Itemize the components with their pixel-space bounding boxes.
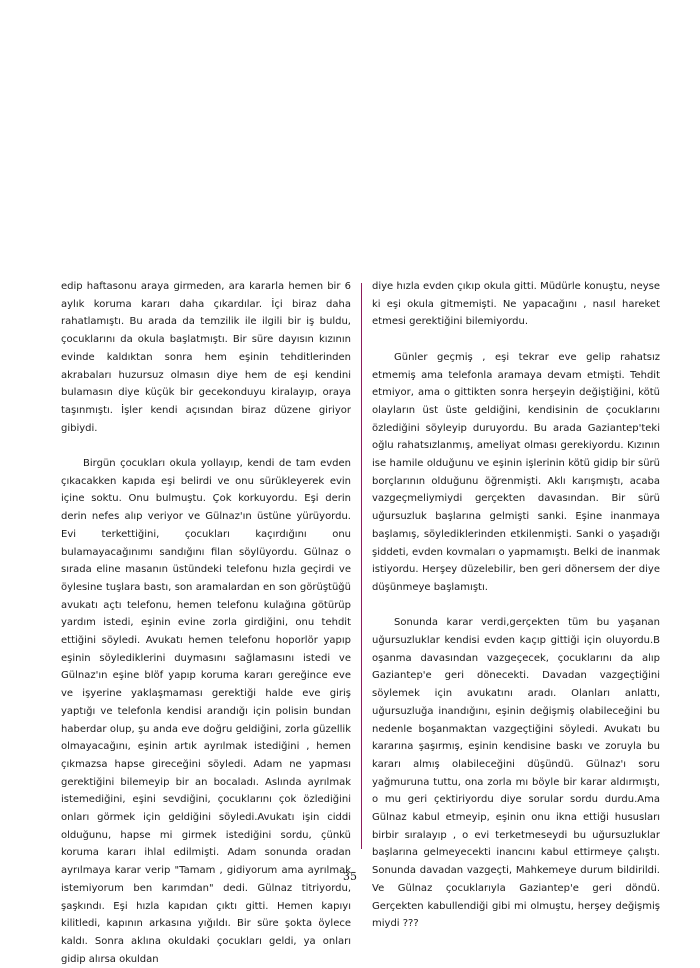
paragraph: Birgün çocukları okula yollayıp, kendi de tam evden çıkacakken kapıda eşi belirdi ve onu sürükleyerek evin içine soktu. Onu bulmuştu. Çok korkuyordu. Eşi derin derin nefes alıp veriyor ve Gülnaz'ın üstüne yürüyordu. Evi terkettiğini, çocukları kaçırdığını onu bulamayacağınımı sandığını filan söylüyordu. Gülnaz o sırada eline masanın üstündeki telefonu hızla geçirdi ve öylesine tuşlara bastı, son aramalardan en son görüştüğü avukatı açtı telefonu, hemen telefonu kulağına götürüp yardım istedi, eşinin evine zorla girdiğini, onu tehdit ettiğini söyledi. Avukatı hemen telefonu hoporlör yapıp eşinin söylediklerini duymasını sağlamasını istedi ve Gülnaz'ın eşine blöf yapıp koruma kararı gereğince eve ve işyerine yaklaşmaması gerektiği halde eve giriş yaptığı ve telefonla kendisi arandığı için polisin bundan haberdar olup, şu anda eve doğru geldiğini, zorla güzellik olmayacağını, eşinin artık ayrılmak istediğini , hemen çıkmazsa hapse gireceğini söyledi. Adam ne yapması gerektiğini bilemeyip bir an bocaladı. Aslında ayrılmak istemediğini, eşini sevdiğini, çocuklarını çok özlediğini onları görmek için geldiğini söyledi.Avukatı işin ciddi olduğunu, hapse mi girmek istediğini sordu, çünkü koruma kararı ihlal edilmişti. Adam sonunda oradan ayrılmaya karar verip "Tamam , gidiyorum ama ayrılmak istemiyorum ben karımdan" dedi. Gülnaz titriyordu, şaşkındı. Eşi hızla kapıdan çıktı gitti. Hemen kapıyı kilitledi, kapının arkasına yığıldı. Bir süre şokta öylece kaldı. Sonra aklına okuldaki çocukları geldi, ya onları gidip alırsa okuldan: [61, 458, 351, 965]
left-column: [61, 278, 351, 968]
column-divider: [361, 283, 362, 849]
paragraph: diye hızla evden çıkıp okula gitti. Müdürle konuştu, neyse ki eşi okula gitmemişti. Ne yapacağını , nasıl hareket etmesi gerektiğini bilemiyordu.: [372, 281, 660, 328]
page-number: 35: [343, 870, 357, 883]
right-column: [372, 278, 660, 933]
paragraph: Sonunda karar verdi,gerçekten tüm bu yaşanan uğursuzluklar kendisi evden kaçıp gittiği için oluyordu.B oşanma davasından vazgeçecek, çocuklarını da alıp Gaziantep'e geri dönecekti. Davadan vazgeçtiğini söylemek için avukatını aradı. Olanları anlattı, uğursuzluğa inandığını, eşinin değişmiş olabileceğini bu nedenle boşanmaktan vazgeçtiğini söyledi. Avukatı bu kararına şaşırmış, eşinin kendisine baskı ve zoruyla bu kararı almış olabileceğini düşündü. Gülnaz'ı soru yağmuruna tuttu, ona zorla mı böyle bir karar aldırmıştı, o mu geri çektiriyordu diye sorular sordu durdu.Ama Gülnaz kabul etmeyip, eşinin onu ikna ettiği hususları birbir sıralayıp , o evi terketmeseydi bu uğursuzluklar başlarına gelmeyecekti inancını kabul ettirmeye çalıştı. Sonunda davadan vazgeçti, Mahkemeye durum bildirildi. Ve Gülnaz çocuklarıyla Gaziantep'e geri döndü. Gerçekten kabullendiği gibi mi olmuştu, herşey değişmiş miydi ???: [372, 617, 660, 930]
paragraph: edip haftasonu araya girmeden, ara kararla hemen bir 6 aylık koruma kararı daha çıkardılar. İçi biraz daha rahatlamıştı. Bu arada da temzilik ile ilgili bir iş buldu, çocuklarını da okula başlatmıştı. Bir süre dayısın kızının evinde kaldıktan sonra hem eşinin tehditlerinden akrabaları huzursuz olmasın diye hem de eşi kendini bulamasın diye küçük bir gecekonduyu kiralayıp, oraya taşınmıştı. İşler kendi açısından biraz düzene giriyor gibiydi.: [61, 281, 351, 434]
paragraph: Günler geçmiş , eşi tekrar eve gelip rahatsız etmemiş ama telefonla aramaya devam etmişti. Tehdit etmiyor, ama o gittikten sonra herşeyin değiştiğini, kötü olayların üst üste geldiğini, kendisinin de çocuklarını özlediğini söyleyip duruyordu. Bu arada Gaziantep'teki oğlu rahatsızlanmış, ameliyat olması gerekiyordu. Kızının ise hamile olduğunu ve eşinin işlerinin kötü gidip bir sürü borçlarının olduğunu öğrenmişti. Aklı karışmıştı, acaba vazgeçmeliymiydi gerçekten davasından. Bir sürü uğursuzluk başlarına gelmişti sanki. Eşine inanmaya başlamış, söylediklerinden etkilenmişti. Sanki o yaşadığı şiddeti, evden kovmaları o yapmamıştı. Belki de inanmak istiyordu. Herşey düzelebilir, ben geri dönersem der diye düşünmeye başlamıştı.: [372, 351, 660, 593]
